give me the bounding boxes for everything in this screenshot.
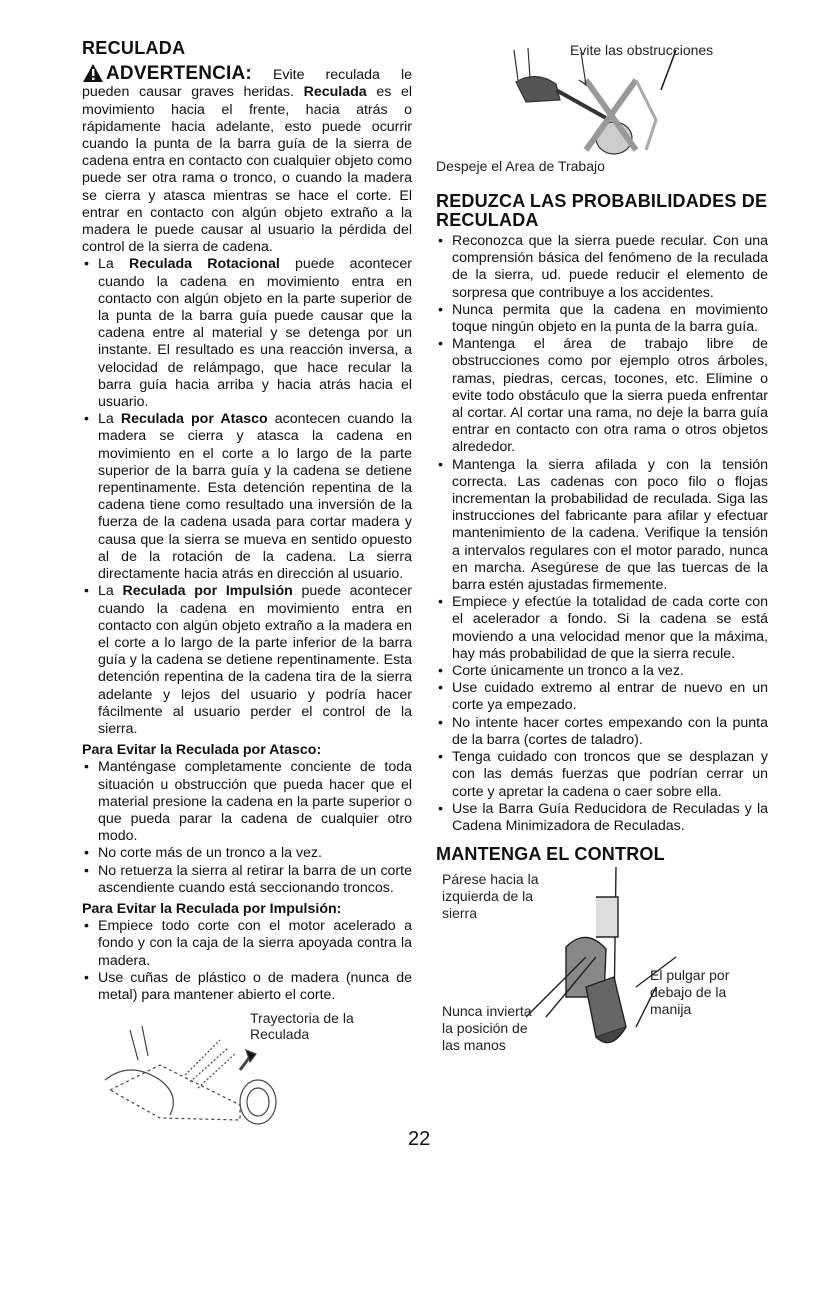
obstruction-figure (436, 40, 768, 174)
list-item: • Empiece y efectúe la totalidad de cada corte con el acelerador a fondo. Si la cadena se está moviendo a una velocidad menor que la máxima, hay más probabilidad de que la sierra recule. (436, 594, 768, 663)
control-figure (436, 867, 768, 1067)
section-heading-reculada: RECULADA (82, 38, 186, 58)
list-item: • Tenga cuidado con troncos que se desplazan y con las demás fuerzas que podrían cerrar un corte y apretar la cadena o caer sobre ella. (436, 749, 768, 801)
thumb-label-1: El pulgar por (650, 967, 730, 984)
never-invert-label-2: la posición de (442, 1020, 528, 1037)
stand-left-label-3: sierra (442, 905, 478, 922)
list-item: • Empiece todo corte con el motor acelerado a fondo y con la caja de la sierra apoyada contra la madera. (82, 918, 412, 970)
list-item: • Mantenga el área de trabajo libre de obstrucciones como por ejemplo otros árboles, ramas, piedras, cercas, tocones, etc. Elimine o evite todo obstáculo que la sierra pueda enfrentar al cortar. Al cortar una rama, no deje la barra guía entrar en contacto con otra rama o otros objetos alrededor. (436, 336, 768, 456)
page-number: 22 (408, 1128, 431, 1150)
subheading-atasco: Para Evitar la Reculada por Atasco: (82, 742, 322, 759)
reduce-kickback-list (436, 233, 768, 835)
list-item (82, 256, 412, 411)
list-item: • No corte más de un tronco a la vez. (82, 845, 412, 862)
right-column (436, 40, 768, 1067)
heading-reduzca: REDUZCA LAS PROBABILIDADES DE RECULADA (436, 191, 768, 230)
list-item: • No intente hacer cortes empexando con la punta de la barra (cortes de taladro). (436, 715, 768, 749)
warning-bold-reculada: Reculada (303, 84, 367, 101)
list-item-prefix: La (98, 583, 123, 600)
list-item-prefix: La (98, 411, 121, 428)
list-item: • Use la Barra Guía Reducidora de Reculadas y la Cadena Minimizadora de Reculadas. (436, 801, 768, 835)
list-item: • Reconozca que la sierra puede recular. Con una comprensión básica del fenómeno de la reculada de la sierra, ud. puede reducir el elemento de sorpresa que contribuye a los accidentes. (436, 233, 768, 302)
never-invert-label-1: Nunca invierta (442, 1003, 532, 1020)
kickback-types-list (82, 256, 412, 738)
list-item: • Use cuñas de plástico o de madera (nunca de metal) para mantener abierto el corte. (82, 970, 412, 1004)
stand-left-label-2: izquierda de la (442, 888, 534, 905)
list-item-text: puede acontecer cuando la cadena en movimiento entra en contacto con algún objeto en la parte superior de la punta de la barra guía puede causar que la cadena entre al material y se detenga por un instante. El resultado es una reacción inversa, a velocidad de relámpago, que hace recular la barra guía hacia arriba y hacia atrás hacia el usuario. (98, 256, 412, 411)
list-item-term: Reculada Rotacional (128, 256, 280, 273)
warning-label: ADVERTENCIA: (106, 63, 252, 85)
list-item (82, 411, 412, 583)
left-column (82, 40, 412, 1130)
atasco-list (82, 759, 412, 897)
warning-triangle-icon (82, 63, 104, 83)
list-item: • Corte únicamente un tronco a la vez. (436, 663, 768, 680)
list-item-term: Reculada por Atasco (120, 411, 268, 428)
heading-mantenga: MANTENGA EL CONTROL (436, 844, 665, 865)
warning-text-b: es el movimiento hacia el frente, hacia atrás o rápidamente hacia adelante, esto puede ocurrir cuando la punta de la barra guía de la sierra de cadena entra en contacto con cualquier objeto como puede ser otra rama o tronco, o cuando la madera se cierra y atasca mientras se hace el corte. El entrar en contacto con algún objeto extraño a la madera le puede causar al usuario la pérdida del control de la sierra de cadena. (82, 84, 412, 256)
list-item-text: puede acontecer cuando la cadena en movimiento entra en contacto con algún objeto extraño a la madera en el corte a lo largo de la parte inferior de la barra guía y la cadena se detiene repentinamente. Esta detención repentina de la cadena tira de la sierra adelante y lejos del usuario y podría hacer fácilmente al usuario perder el control de la sierra. (98, 583, 412, 737)
list-item-term: Reculada por Impulsión (122, 583, 293, 600)
obstruction-label: Evite las obstrucciones (570, 42, 714, 58)
list-item: • Mantenga la sierra afilada y con la tensión correcta. Las cadenas con poco filo o flojas incrementan la probabilidad de reculada. Siga las instrucciones del fabricante para afilar y efectuar mantenimiento de la cadena. Verifique la tensión a intervalos regulares con el motor parado, nunca en marcha. Asegúrese de que las tuercas de la barra estén ajustadas firmemente. (436, 457, 768, 595)
list-item: • No retuerza la sierra al retirar la barra de un corte ascendiente cuando está seccionando troncos. (82, 863, 412, 897)
subheading-impulsion: Para Evitar la Reculada por Impulsión: (82, 900, 342, 917)
warning-paragraph (82, 63, 412, 256)
kickback-label-line1: Trayectoria de la (250, 1010, 354, 1027)
kickback-figure (82, 1010, 412, 1130)
warning-text-a: Evite reculada le pueden causar graves heridas. (82, 67, 412, 101)
never-invert-label-3: las manos (442, 1037, 506, 1054)
list-item (82, 583, 412, 738)
list-item: • Use cuidado extremo al entrar de nuevo en un corte ya empezado. (436, 680, 768, 714)
kickback-label-line2: Reculada (250, 1026, 310, 1043)
list-item-text: acontecen cuando la madera se cierra y atasca la cadena en movimiento en el corte a lo largo de la parte superior de la barra guía y la cadena se detiene repentinamente. Esta detención repentina de la cadena tiene como resultado una inversión de la fuerza de la cadena usada para cortar madera y causa que la sierra se mueva en sentido opuesto al de la rotación de la cadena. La sierra directamente hacia atrás en dirección al usuario. (98, 411, 412, 583)
list-item-prefix: La (98, 256, 129, 273)
list-item: • Manténgase completamente conciente de toda situación u obstrucción que pueda hacer que el material presione la cadena en la parte superior o que pueda parar la cadena de cualquier otro modo. (82, 759, 412, 845)
thumb-label-2: debajo de la (650, 984, 727, 1001)
stand-left-label-1: Párese hacia la (442, 871, 539, 888)
list-item: • Nunca permita que la cadena en movimiento toque ningún objeto en la punta de la barra guía. (436, 302, 768, 336)
thumb-label-3: manija (650, 1001, 692, 1018)
obstruction-caption: Despeje el Area de Trabajo (436, 158, 605, 174)
impulsion-list (82, 918, 412, 1004)
